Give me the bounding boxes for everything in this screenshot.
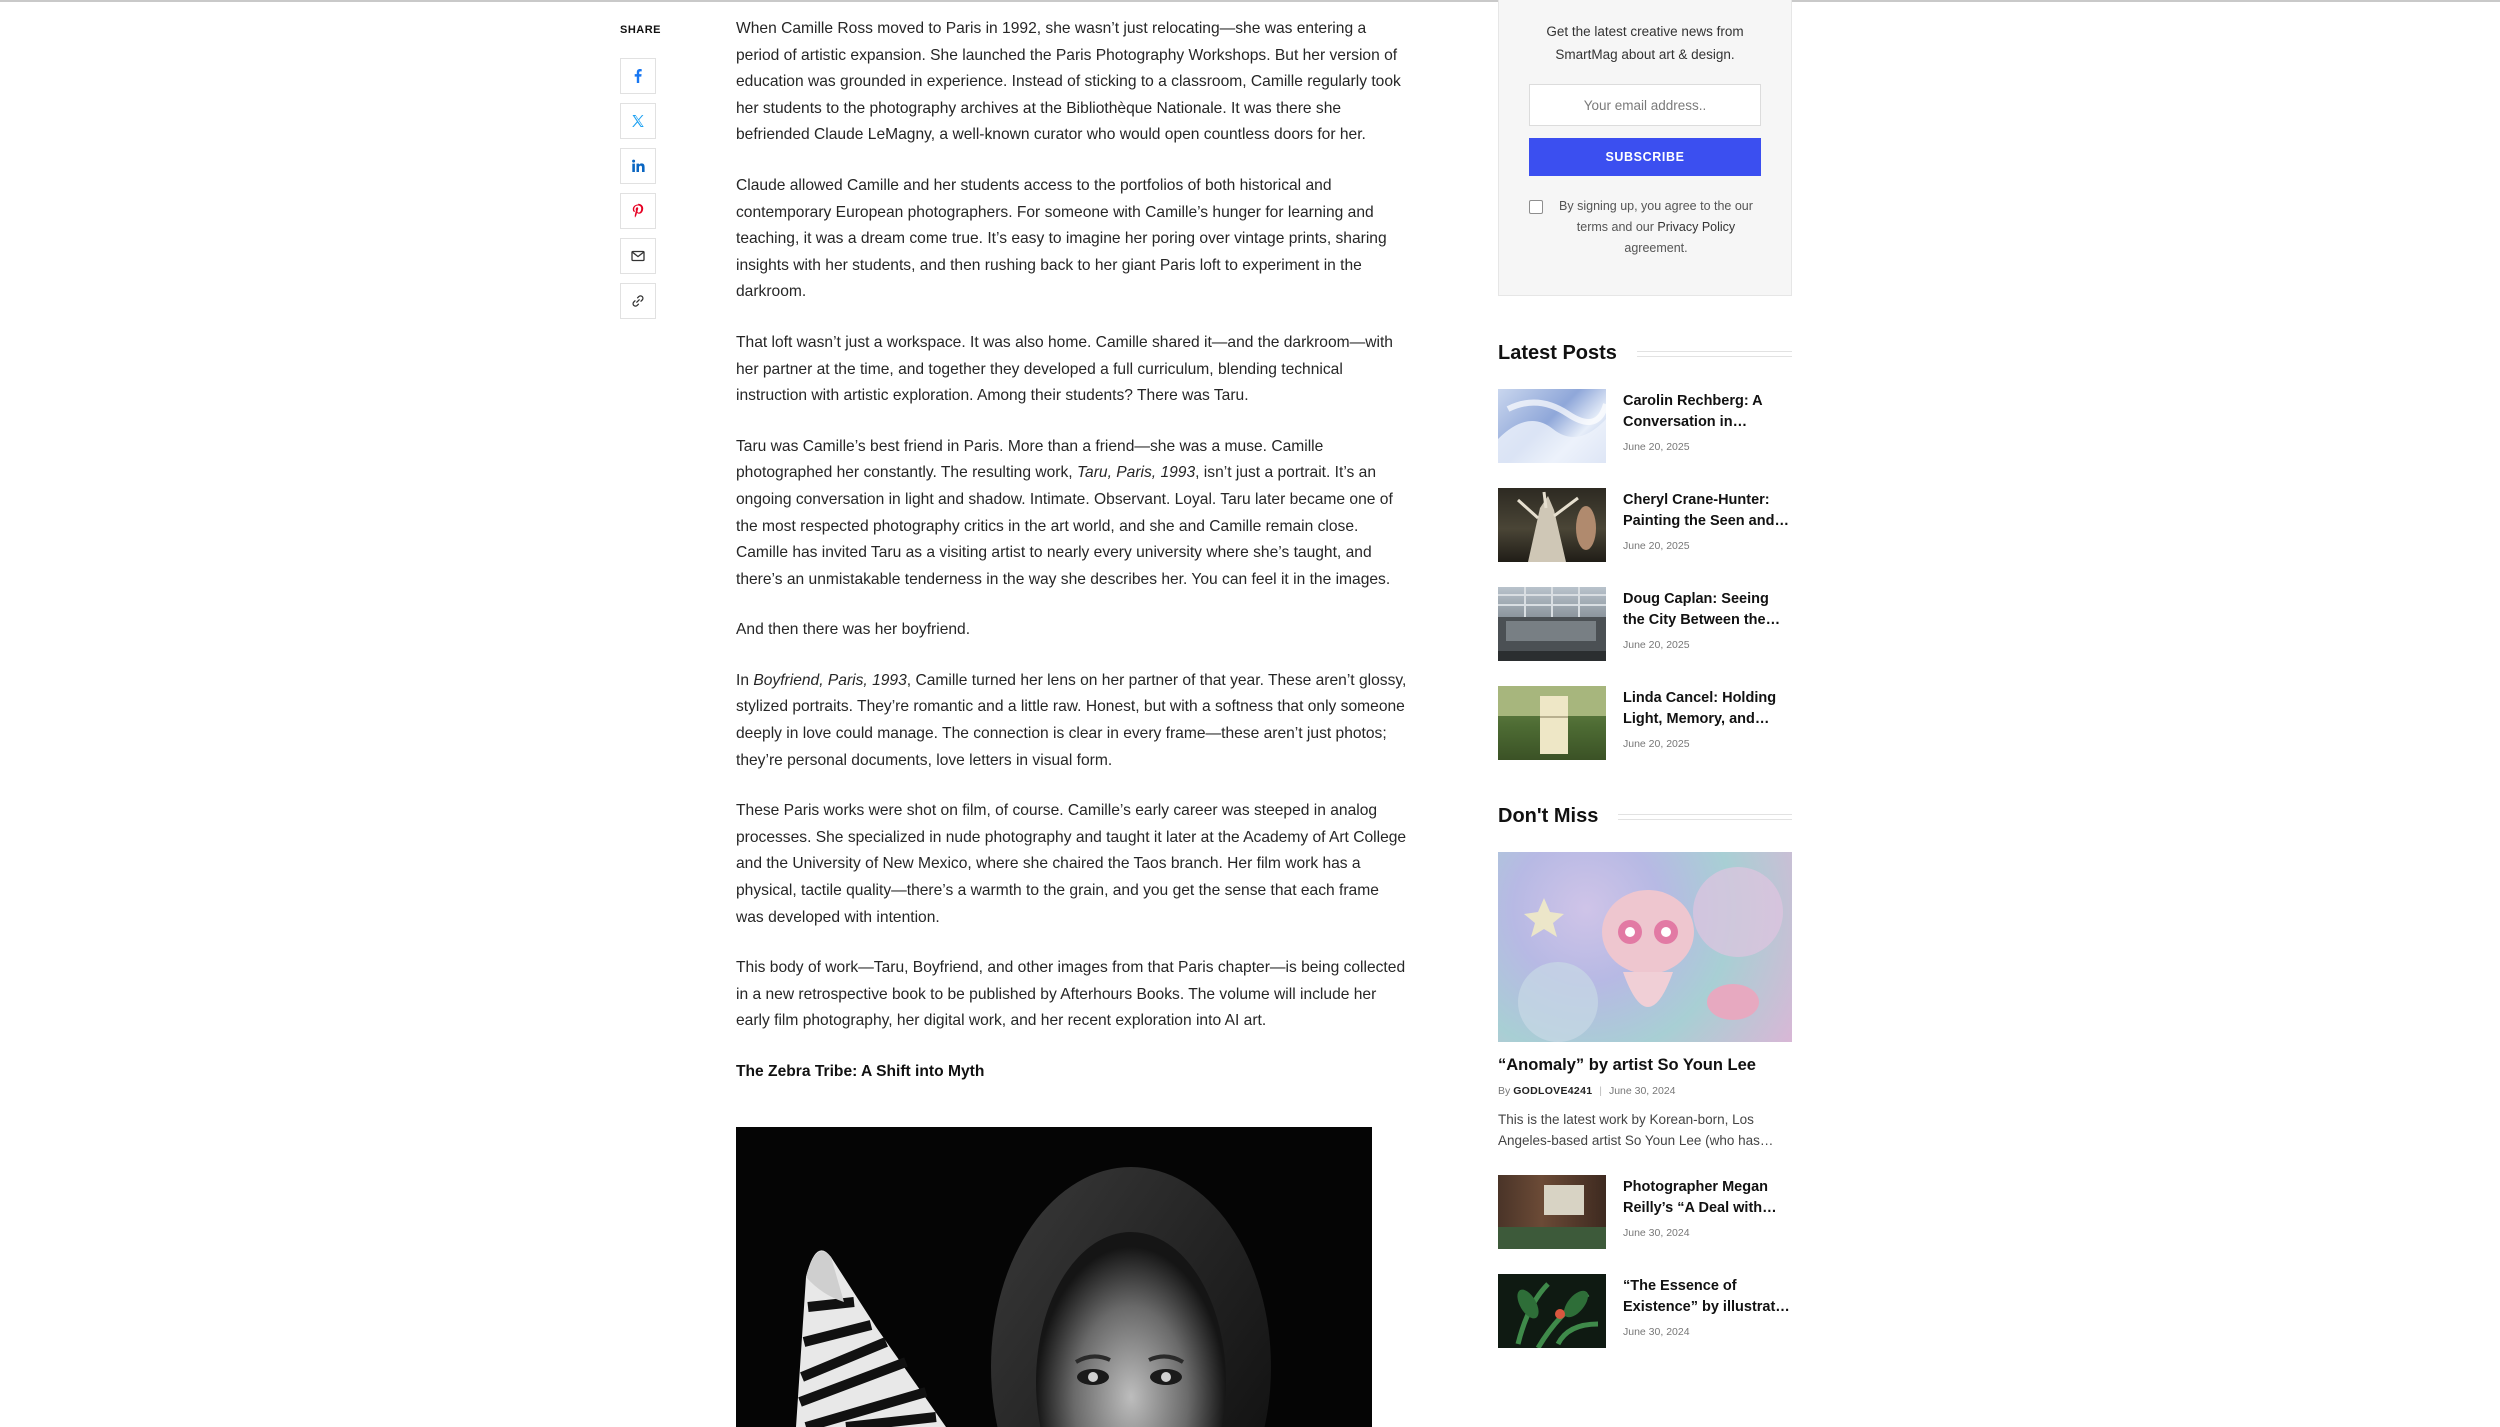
- text-run: , Camille turned her lens on her partner of that year. These aren’t glossy, stylized portraits. They’re romantic and a little raw. Honest, but with a softness that only someone deeply in love could manage. The connection is clear in every frame—these aren’t just photos; they’re personal documents, love letters in visual form.: [736, 671, 1407, 769]
- artwork-title: Taru, Paris, 1993: [1076, 464, 1196, 482]
- article-paragraph: This body of work—Taru, Boyfriend, and other images from that Paris chapter—is being collected in a new retrospective book to be published by Afterhours Books. The volume will include her early film photography, her digital work, and her recent exploration into AI art.: [736, 959, 1406, 1030]
- sidebar: [1498, 0, 1792, 1373]
- facebook-icon: [630, 68, 646, 84]
- dont-miss-heading: Don't Miss: [1498, 805, 1599, 827]
- heading-rule: [1618, 814, 1792, 820]
- byline-prefix: By: [1498, 1085, 1511, 1097]
- article-paragraph: That loft wasn’t just a workspace. It was also home. Camille shared it—and the darkroom—with her partner at the time, and together they developed a full curriculum, blending technical instruction with artistic exploration. Among their students? There was Taru.: [736, 333, 1393, 405]
- text-run: By signing up, you agree to the our terms and our: [1559, 199, 1753, 234]
- feature-image[interactable]: [1498, 852, 1792, 1042]
- newsletter-widget: [1498, 0, 1792, 296]
- post-title[interactable]: Cheryl Crane-Hunter: Painting the Seen and…: [1623, 492, 1789, 529]
- text-run: , isn’t just a portrait. It’s an ongoing conversation in light and shadow. Intimate. Observant. Loyal. Taru later became one of the most respected photography critics in the art world, and she and Camille remain close. Camille has invited Taru as a visiting artist to nearly every university where she’s taught, and there’s an unmistakable tenderness in the way she describes her. You can feel it in the images.: [736, 464, 1393, 588]
- post-info: [1623, 1175, 1791, 1249]
- consent-checkbox[interactable]: [1529, 200, 1543, 214]
- article-paragraph: And then there was her boyfriend.: [736, 621, 971, 639]
- share-label: SHARE: [620, 24, 662, 36]
- post-date: June 20, 2025: [1623, 639, 1690, 651]
- post-info: [1623, 686, 1791, 760]
- latest-post-item[interactable]: [1498, 389, 1792, 463]
- post-thumbnail[interactable]: [1498, 686, 1606, 760]
- post-date: June 20, 2025: [1623, 441, 1690, 453]
- snow-landscape-thumbnail: [1498, 389, 1606, 463]
- post-thumbnail[interactable]: [1498, 389, 1606, 463]
- post-info: [1623, 1274, 1791, 1348]
- post-thumbnail[interactable]: [1498, 1175, 1606, 1249]
- privacy-policy-link[interactable]: Privacy Policy: [1657, 220, 1736, 234]
- share-pinterest-button[interactable]: [620, 193, 656, 229]
- article-paragraph: [736, 668, 1408, 774]
- newsletter-email-input[interactable]: [1529, 84, 1761, 126]
- artwork-title: Boyfriend, Paris, 1993: [753, 671, 907, 689]
- feature-date: June 30, 2024: [1608, 1085, 1676, 1097]
- article-paragraph: Claude allowed Camille and her students access to the portfolios of both historical and contemporary European photographers. For someone with Camille’s hunger for learning and teaching, it was a dream come true. It’s easy to imagine her poring over vintage prints, sharing insights with her students, and then rushing back to her giant Paris loft to experiment in the darkroom.: [736, 176, 1387, 301]
- latest-posts-header: [1498, 342, 1792, 365]
- top-divider: [0, 0, 2500, 2]
- post-title[interactable]: Doug Caplan: Seeing the City Between the…: [1623, 591, 1781, 628]
- link-icon: [630, 293, 646, 309]
- interior-window-thumbnail: [1498, 1175, 1606, 1249]
- zebra-portrait-illustration: [736, 1127, 1372, 1427]
- latest-posts-heading: Latest Posts: [1498, 342, 1617, 364]
- post-thumbnail[interactable]: [1498, 1274, 1606, 1348]
- dont-miss-item[interactable]: [1498, 1175, 1792, 1249]
- x-twitter-icon: [630, 113, 646, 129]
- share-rail: [620, 24, 664, 328]
- botanical-illustration-thumbnail: [1498, 1274, 1606, 1348]
- post-date: June 30, 2024: [1623, 1227, 1690, 1239]
- article-paragraph: [736, 434, 1408, 594]
- newsletter-text: Get the latest creative news from SmartMag about art & design.: [1546, 24, 1744, 62]
- email-icon: [630, 248, 646, 264]
- latest-post-item[interactable]: [1498, 686, 1792, 760]
- article-body: [736, 16, 1408, 1427]
- feature-meta: [1498, 1085, 1792, 1097]
- dont-miss-header: [1498, 805, 1792, 828]
- linkedin-icon: [630, 158, 646, 174]
- newsletter-consent: [1529, 196, 1761, 259]
- latest-post-item[interactable]: [1498, 488, 1792, 562]
- refrigerator-field-thumbnail: [1498, 686, 1606, 760]
- text-run: Taru was Camille’s best friend in Paris. More than a friend—she was a muse. Camille photographed her constantly. The resulting work,: [736, 437, 1324, 482]
- subscribe-button[interactable]: SUBSCRIBE: [1529, 138, 1761, 176]
- post-info: [1623, 389, 1791, 463]
- zebra-portrait-image: [736, 1127, 1372, 1427]
- article-paragraph: When Camille Ross moved to Paris in 1992, she wasn’t just relocating—she was entering a period of artistic expansion. She launched the Paris Photography Workshops. But her version of education was grounded in experience. Instead of sticking to a classroom, Camille regularly took her students to the photography archives at the Bibliothèque Nationale. It was there she befriended Claude LeMagny, a well-known curator who would open countless doors for her.: [736, 20, 1401, 144]
- article-paragraph: These Paris works were shot on film, of course. Camille’s early career was steeped in analog processes. She specialized in nude photography and taught it later at the Academy of Art College and the University of New Mexico, where she chaired the Taos branch. Her film work has a physical, tactile quality—there’s a warmth to the grain, and you get the sense that each frame was developed with intention.: [736, 802, 1407, 926]
- post-title[interactable]: Photographer Megan Reilly’s “A Deal with…: [1623, 1179, 1777, 1216]
- post-info: [1623, 488, 1791, 562]
- city-window-thumbnail: [1498, 587, 1606, 661]
- text-run: In: [736, 671, 754, 689]
- author-link[interactable]: GODLOVE4241: [1513, 1085, 1593, 1097]
- post-date: June 20, 2025: [1623, 738, 1690, 750]
- article-subheading: The Zebra Tribe: A Shift into Myth: [736, 1063, 985, 1080]
- share-x-button[interactable]: [620, 103, 656, 139]
- post-title[interactable]: Carolin Rechberg: A Conversation in…: [1623, 393, 1763, 430]
- feature-excerpt: This is the latest work by Korean-born, Los Angeles-based artist So Youn Lee (who has…: [1498, 1112, 1774, 1148]
- share-link-button[interactable]: [620, 283, 656, 319]
- latest-post-item[interactable]: [1498, 587, 1792, 661]
- post-thumbnail[interactable]: [1498, 587, 1606, 661]
- meta-separator: |: [1599, 1085, 1603, 1097]
- anomaly-artwork-illustration: [1498, 852, 1792, 1042]
- text-run: agreement.: [1624, 241, 1688, 255]
- post-thumbnail[interactable]: [1498, 488, 1606, 562]
- post-date: June 30, 2024: [1623, 1326, 1690, 1338]
- pinterest-icon: [630, 203, 646, 219]
- post-date: June 20, 2025: [1623, 540, 1690, 552]
- consent-text: [1551, 196, 1761, 259]
- feature-title[interactable]: “Anomaly” by artist So Youn Lee: [1498, 1056, 1756, 1074]
- post-title[interactable]: Linda Cancel: Holding Light, Memory, and…: [1623, 690, 1777, 727]
- dont-miss-item[interactable]: [1498, 1274, 1792, 1348]
- post-info: [1623, 587, 1791, 661]
- painted-figures-thumbnail: [1498, 488, 1606, 562]
- share-linkedin-button[interactable]: [620, 148, 656, 184]
- heading-rule: [1637, 351, 1792, 357]
- post-title[interactable]: “The Essence of Existence” by illustrat…: [1623, 1278, 1790, 1315]
- share-facebook-button[interactable]: [620, 58, 656, 94]
- share-email-button[interactable]: [620, 238, 656, 274]
